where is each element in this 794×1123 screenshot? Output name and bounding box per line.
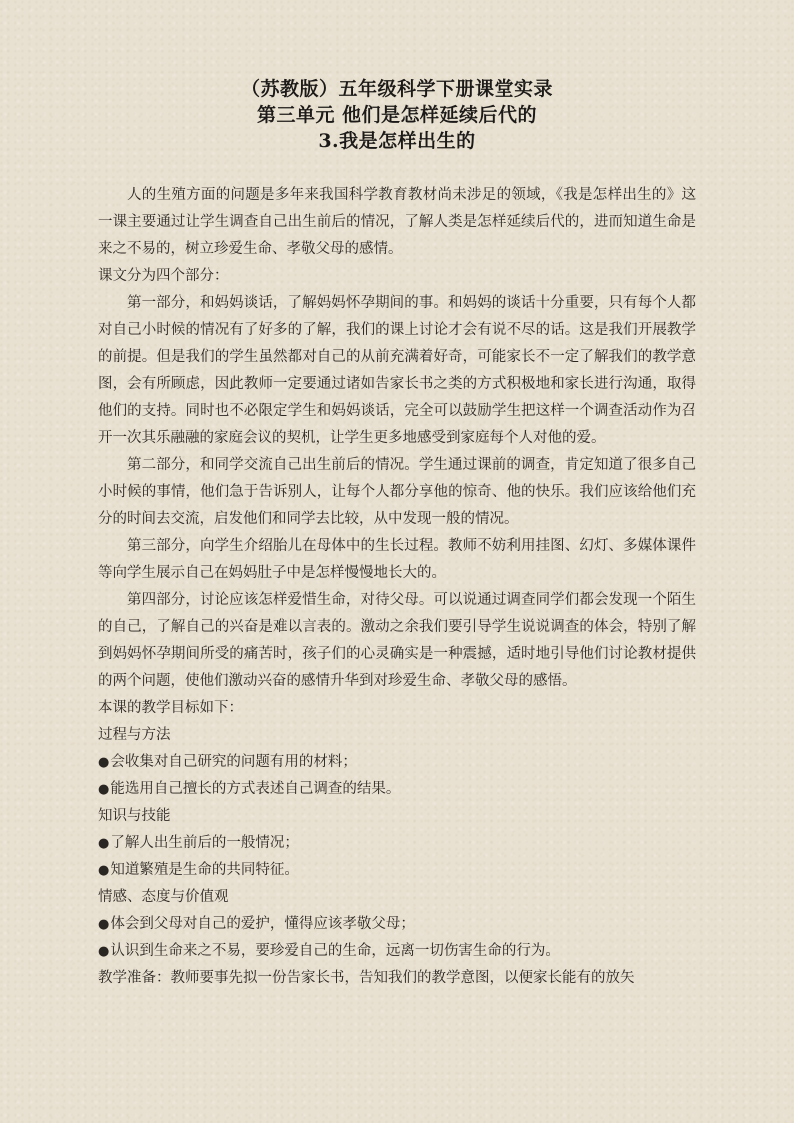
goal-item-text: 了解人出生前后的一般情况； (110, 835, 299, 851)
parts-intro: 课文分为四个部分： (98, 268, 229, 284)
bullet-icon: ● (98, 944, 110, 959)
part-three-paragraph: 第三部分，向学生介绍胎儿在母体中的生长过程。教师不妨利用挂图、幻灯、多媒体课件等向学生展示自己在妈妈肚子中是怎样慢慢地长大的。 (98, 538, 696, 581)
goal-item-text: 认识到生命来之不易，要珍爱自己的生命，远离一切伤害生命的行为。 (110, 943, 560, 959)
bullet-icon: ● (98, 863, 110, 878)
teaching-prep-paragraph: 教学准备：教师要事先拟一份告家长书，告知我们的教学意图，以便家长能有的放矢 (98, 970, 635, 986)
goal-item (98, 938, 696, 965)
goal-item (98, 857, 696, 884)
goal-item (98, 749, 696, 776)
lesson-title: 3.我是怎样出生的 (318, 130, 476, 152)
goal-item-text: 知道繁殖是生命的共同特征。 (110, 862, 299, 878)
bullet-icon: ● (98, 836, 110, 851)
document-title: （苏教版）五年级科学下册课堂实录 (240, 78, 553, 100)
goal-item (98, 911, 696, 938)
intro-paragraph: 人的生殖方面的问题是多年来我国科学教育教材尚未涉足的领域，《我是怎样出生的》这一课主要通过让学生调查自己出生前后的情况，了解人类是怎样延续后代的，进而知道生命是来之不易的，树立珍爱生命、孝敬父母的感情。 (98, 187, 696, 257)
goals-intro: 本课的教学目标如下： (98, 700, 243, 716)
goal-item-text: 能选用自己擅长的方式表述自己调查的结果。 (110, 781, 401, 797)
goal-item-text: 会收集对自己研究的问题有用的材料； (110, 754, 357, 770)
goal-heading-knowledge: 知识与技能 (98, 808, 171, 824)
goal-heading-process: 过程与方法 (98, 727, 171, 743)
part-four-paragraph: 第四部分，讨论应该怎样爱惜生命，对待父母。可以说通过调查同学们都会发现一个陌生的自己，了解自己的兴奋是难以言表的。激动之余我们要引导学生说说调查的体会，特别了解到妈妈怀孕期间所受的痛苦时，孩子们的心灵确实是一种震撼，适时地引导他们讨论教材提供的两个问题，使他们激动兴奋的感情升华到对珍爱生命、孝敬父母的感悟。 (98, 592, 696, 689)
title-block (0, 76, 794, 154)
bullet-icon: ● (98, 782, 110, 797)
bullet-icon: ● (98, 917, 110, 932)
document-body (98, 182, 696, 992)
goal-item (98, 776, 696, 803)
part-one-paragraph: 第一部分，和妈妈谈话，了解妈妈怀孕期间的事。和妈妈的谈话十分重要，只有每个人都对自己小时候的情况有了好多的了解，我们的课上讨论才会有说不尽的话。这是我们开展教学的前提。但是我们的学生虽然都对自己的从前充满着好奇，可能家长不一定了解我们的教学意图，会有所顾虑，因此教师一定要通过诸如告家长书之类的方式积极地和家长进行沟通，取得他们的支持。同时也不必限定学生和妈妈谈话，完全可以鼓励学生把这样一个调查活动作为召开一次其乐融融的家庭会议的契机，让学生更多地感受到家庭每个人对他的爱。 (98, 295, 696, 446)
part-two-paragraph: 第二部分，和同学交流自己出生前后的情况。学生通过课前的调查，肯定知道了很多自己小时候的事情，他们急于告诉别人，让每个人都分享他的惊奇、他的快乐。我们应该给他们充分的时间去交流，启发他们和同学去比较，从中发现一般的情况。 (98, 457, 696, 527)
goal-heading-attitude: 情感、态度与价值观 (98, 889, 229, 905)
goal-item-text: 体会到父母对自己的爱护，懂得应该孝敬父母； (110, 916, 415, 932)
bullet-icon: ● (98, 755, 110, 770)
goal-item (98, 830, 696, 857)
unit-title: 第三单元 他们是怎样延续后代的 (256, 104, 538, 126)
